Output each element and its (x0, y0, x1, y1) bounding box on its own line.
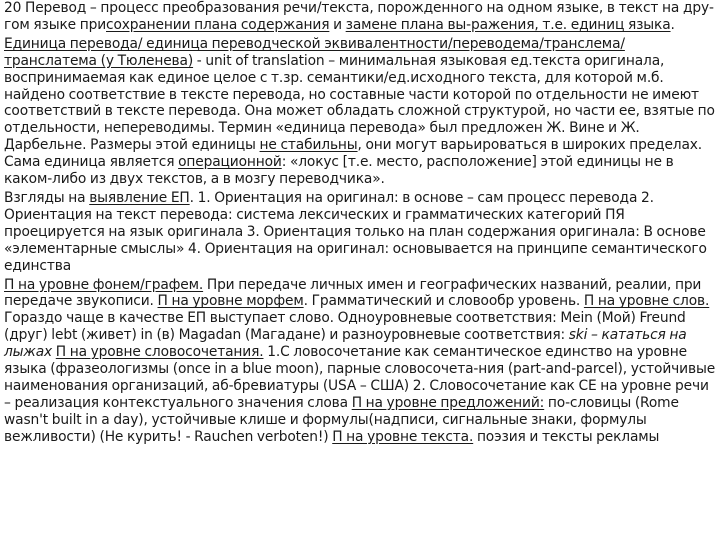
underlined-term: Единица перевода/ единица переводческой эквивалентности/переводема/транслема/транслатема (у Тюленева) (4, 35, 625, 69)
underlined-term: П на уровне текста. (332, 428, 474, 445)
text-run: . Грамматический и словообр уровень. (303, 293, 584, 310)
underlined-term: сохранении плана содержания (106, 16, 330, 33)
text-run: Взгляды на (4, 189, 90, 206)
text-run: . 1. Ориентация на оригинал: в основе – сам процесс перевода 2. Ориентация на текст перевода: система лексических и грамматических категорий ПЯ проецируется на язык оригинала 3. Ориентация только на план содержания оригинала: В основе «элементарные смыслы» 4. Ориентация на оригинал: основывается на принципе семантического единства (4, 189, 707, 274)
paragraph-levels (4, 277, 716, 446)
paragraph-views (4, 190, 716, 275)
underlined-term: П на уровне морфем (157, 293, 304, 310)
text-run: по-словицы (Rome wasn't built in a day), устойчивые клише и формулы(надписи, сигнальные знаки, формулы вежливости) (Не курить! - Rauchen verboten!) (4, 394, 679, 445)
text-run: и (329, 16, 346, 33)
text-run: , они могут варьироваться в широких пределах. Сама единица является (4, 137, 703, 171)
underlined-term: П на уровне фонем/графем. (4, 276, 204, 293)
underlined-term: П на уровне слов. (583, 293, 710, 310)
paragraph-definition (4, 0, 716, 34)
text-run: - unit of translation – минимальная языковая ед.текста оригинала, воспринимаемая как единое целое с т.зр. семантики/ед.исходного текста, для которой м.б. найдено соответствие в тексте перевода, но составные части которой по отдельности не имеют соответствий в тексте перевода. Она может обладать сложной структурой, но части ее, взятые по отдельности, непереводимы. Термин «единица перевода» был предложен Ж. Вине и Ж. Дарбельне. Размеры этой единицы (4, 52, 715, 154)
text-run: 20 Перевод – процесс преобразования речи/текста, порожденного на одном языке, в текст на дру-гом языке при (4, 0, 714, 33)
text-run: поэзия и тексты рекламы (473, 428, 660, 445)
paragraph-translation-unit (4, 36, 716, 188)
underlined-term: замене плана вы-ражения, т.е. единиц языка (345, 16, 671, 33)
italic-example: ski – кататься на лыжах (4, 327, 687, 361)
underlined-term: операционной (178, 154, 282, 171)
underlined-term: выявление ЕП (89, 189, 190, 206)
underlined-term: не стабильны (259, 137, 358, 154)
text-run: . (670, 16, 675, 33)
text-run: : «локус [т.е. место, расположение] этой единицы не в каком-либо из двух текстов, а в мозгу переводчика». (4, 154, 674, 188)
underlined-term: П на уровне словосочетания. (55, 344, 264, 361)
underlined-term: П на уровне предложений: (351, 394, 545, 411)
text-run: Гораздо чаще в качестве ЕП выступает слово. Одноуровневые соответствия: Mein (Мой) Freund (друг) lebt (живет) in (в) Magadan (Магадане) и разноуровневые соответствия: (4, 310, 686, 344)
text-run: 1.С ловосочетание как семантическое единство на уровне языка (фразеологизмы (once in a blue moon), парные словосочета-ния (part-and-parcel), устойчивые наименования организаций, аб-бревиатуры (USA – США) 2. Словосочетание как СЕ на уровне речи – реализация контекстуального значения слова (4, 344, 716, 411)
text-run: При передаче личных имен и географических названий, реалии, при передаче звукописи. (4, 276, 702, 310)
